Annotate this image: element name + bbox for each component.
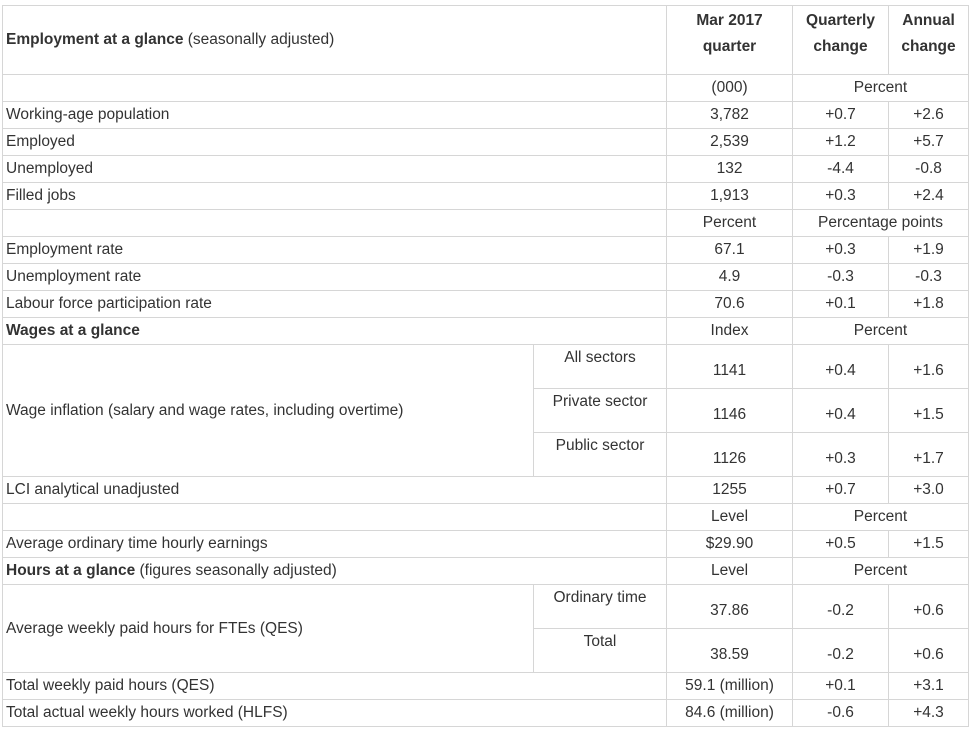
section-title-wages: Wages at a glance xyxy=(3,318,667,345)
unit-percent: Percent xyxy=(793,504,969,531)
fte-hours-label: Average weekly paid hours for FTEs (QES) xyxy=(3,585,534,673)
table-row: Average weekly paid hours for FTEs (QES) Ordinary time 37.86 -0.2 +0.6 xyxy=(3,585,969,629)
section-row-wages xyxy=(3,318,969,345)
table-row: Labour force participation rate 70.6 +0.1 +1.8 xyxy=(3,291,969,318)
sector-label: Public sector xyxy=(534,433,667,477)
table-row: Working-age population 3,782 +0.7 +2.6 xyxy=(3,102,969,129)
unit-percent: Percent xyxy=(793,75,969,102)
section-title-employment: Employment at a glance (seasonally adjusted) xyxy=(3,6,667,75)
table-header-row xyxy=(3,6,969,75)
table-row: Unemployed 132 -4.4 -0.8 xyxy=(3,156,969,183)
column-header-quarter: Mar 2017 quarter xyxy=(667,6,793,75)
unit-index: Index xyxy=(667,318,793,345)
table-row: Filled jobs 1,913 +0.3 +2.4 xyxy=(3,183,969,210)
unit-percent: Percent xyxy=(793,318,969,345)
table-row: Employment rate 67.1 +0.3 +1.9 xyxy=(3,237,969,264)
table-row: Public sector 1126 +0.3 +1.7 xyxy=(3,433,969,477)
unit-row xyxy=(3,210,969,237)
unit-thousands: (000) xyxy=(667,75,793,102)
table-row: Unemployment rate 4.9 -0.3 -0.3 xyxy=(3,264,969,291)
employment-table xyxy=(2,5,969,727)
table-row: Employed 2,539 +1.2 +5.7 xyxy=(3,129,969,156)
unit-row xyxy=(3,75,969,102)
section-row-hours xyxy=(3,558,969,585)
table-row: LCI analytical unadjusted 1255 +0.7 +3.0 xyxy=(3,477,969,504)
unit-percent: Percent xyxy=(667,210,793,237)
section-title-hours: Hours at a glance (figures seasonally adjusted) xyxy=(3,558,667,585)
unit-level: Level xyxy=(667,558,793,585)
table-row: Private sector 1146 +0.4 +1.5 xyxy=(3,389,969,433)
table-row: Total actual weekly hours worked (HLFS) 84.6 (million) -0.6 +4.3 xyxy=(3,700,969,727)
table-row: Total 38.59 -0.2 +0.6 xyxy=(3,629,969,673)
column-header-annual-change: Annual change xyxy=(889,6,969,75)
unit-percent: Percent xyxy=(793,558,969,585)
table-row: Average ordinary time hourly earnings $29.90 +0.5 +1.5 xyxy=(3,531,969,558)
unit-row xyxy=(3,504,969,531)
unit-percentage-points: Percentage points xyxy=(793,210,969,237)
unit-level: Level xyxy=(667,504,793,531)
wage-inflation-label: Wage inflation (salary and wage rates, including overtime) xyxy=(3,345,534,477)
table-row: Total weekly paid hours (QES) 59.1 (million) +0.1 +3.1 xyxy=(3,673,969,700)
table-row: Wage inflation (salary and wage rates, including overtime) All sectors 1141 +0.4 +1.6 xyxy=(3,345,969,389)
sector-label: All sectors xyxy=(534,345,667,389)
column-header-quarterly-change: Quarterly change xyxy=(793,6,889,75)
sector-label: Private sector xyxy=(534,389,667,433)
hours-type-label: Total xyxy=(534,629,667,673)
hours-type-label: Ordinary time xyxy=(534,585,667,629)
